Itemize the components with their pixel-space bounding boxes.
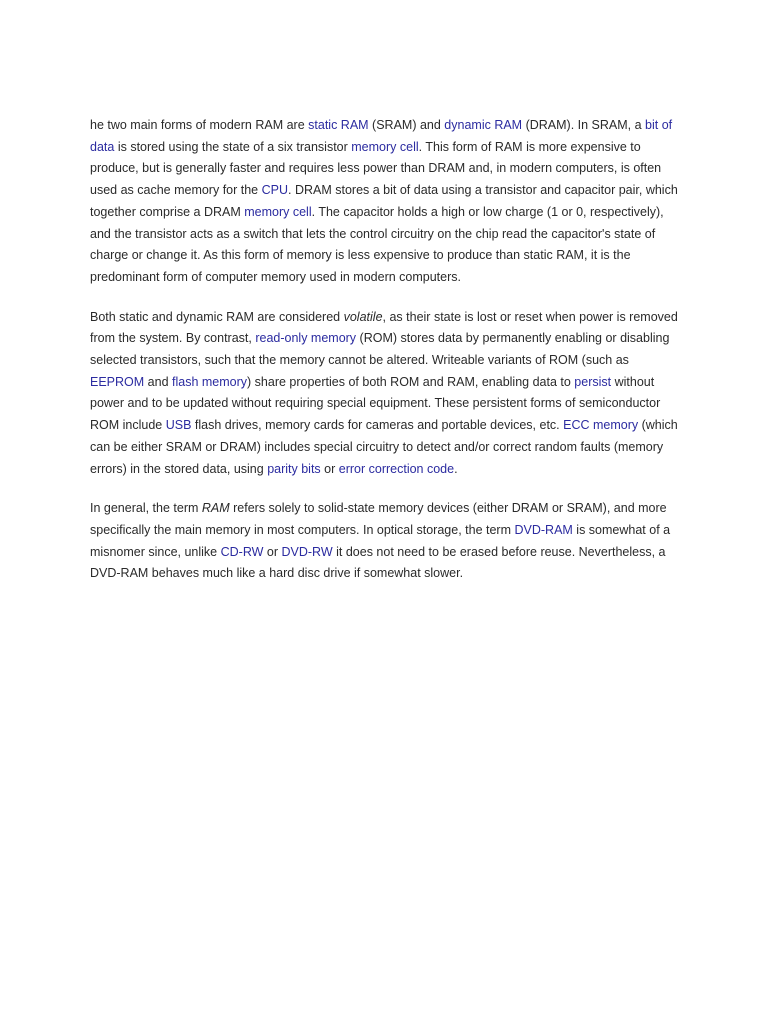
inline-link[interactable]: CPU bbox=[261, 183, 289, 198]
inline-link[interactable]: ECC memory bbox=[563, 418, 639, 433]
emphasized-term: volatile bbox=[343, 309, 383, 324]
text-run: Both static and dynamic RAM are considered bbox=[90, 309, 344, 324]
inline-link[interactable]: read-only memory bbox=[255, 331, 357, 346]
inline-link[interactable]: EEPROM bbox=[90, 374, 145, 389]
inline-link[interactable]: memory cell bbox=[244, 204, 312, 219]
text-run: flash drives, memory cards for cameras and portable devices, etc. bbox=[191, 418, 564, 433]
text-run: and bbox=[144, 374, 172, 389]
paragraph-ram-term bbox=[90, 498, 680, 585]
inline-link[interactable]: CD-RW bbox=[220, 544, 264, 559]
paragraph-ram-forms bbox=[90, 115, 680, 289]
inline-link[interactable]: USB bbox=[165, 418, 192, 433]
text-run: or bbox=[263, 544, 282, 559]
text-run: (which can be either SRAM or DRAM) includes special circuitry to detect and/or correct random faults (memory errors) in the stored data, using bbox=[90, 418, 678, 476]
text-run: ) share properties of both ROM and RAM, enabling data to bbox=[247, 374, 575, 389]
text-run: it does not need to be erased before reuse. Nevertheless, a DVD-RAM behaves much like a hard disc drive if somewhat slower. bbox=[90, 544, 666, 581]
text-run: (ROM) stores data by permanently enabling or disabling selected transistors, such that the memory cannot be altered. Writeable variants of ROM (such as bbox=[90, 331, 670, 368]
text-run: In general, the term bbox=[90, 501, 202, 516]
text-run: . DRAM stores a bit of data using a transistor and capacitor pair, which together comprise a DRAM bbox=[90, 183, 678, 219]
inline-link[interactable]: error correction code bbox=[338, 461, 455, 476]
inline-link[interactable]: static RAM bbox=[308, 118, 369, 132]
text-run: . This form of RAM is more expensive to produce, but is generally faster and requires less power than DRAM and, in modern computers, is often used as cache memory for the bbox=[90, 139, 662, 198]
inline-link[interactable]: parity bits bbox=[267, 461, 321, 476]
text-run: is stored using the state of a six transistor bbox=[114, 139, 352, 154]
emphasized-term: RAM bbox=[201, 501, 230, 516]
inline-link[interactable]: DVD-RW bbox=[281, 544, 333, 559]
article-body bbox=[90, 115, 680, 603]
text-run: . bbox=[454, 461, 458, 476]
text-run: refers solely to solid-state memory devices (either DRAM or SRAM), and more specifically the main memory in most computers. In optical storage, the term bbox=[90, 501, 667, 537]
text-run: is somewhat of a misnomer since, unlike bbox=[90, 522, 671, 559]
inline-link[interactable]: dynamic RAM bbox=[444, 118, 523, 132]
text-run: or bbox=[320, 461, 339, 476]
inline-link[interactable]: flash memory bbox=[172, 374, 248, 389]
inline-link[interactable]: memory cell bbox=[351, 139, 419, 154]
inline-link[interactable]: persist bbox=[574, 374, 612, 389]
text-run: (DRAM). In SRAM, a bbox=[522, 118, 646, 132]
text-run: (SRAM) and bbox=[368, 118, 445, 132]
paragraph-volatility bbox=[90, 307, 680, 481]
text-run: without power and to be updated without requiring special equipment. These persistent forms of semiconductor ROM include bbox=[90, 374, 661, 433]
text-run: , as their state is lost or reset when power is removed from the system. By contrast, bbox=[90, 309, 678, 346]
inline-link[interactable]: DVD-RAM bbox=[514, 522, 573, 537]
inline-link[interactable]: bit of data bbox=[90, 118, 673, 154]
text-run: . The capacitor holds a high or low charge (1 or 0, respectively), and the transistor acts as a switch that lets the control circuitry on the chip read the capacitor's state of charge or change it. As this form of memory is less expensive to produce than static RAM, it is the predominant form of computer memory used in modern computers. bbox=[90, 204, 664, 284]
text-run: he two main forms of modern RAM are bbox=[90, 118, 309, 132]
